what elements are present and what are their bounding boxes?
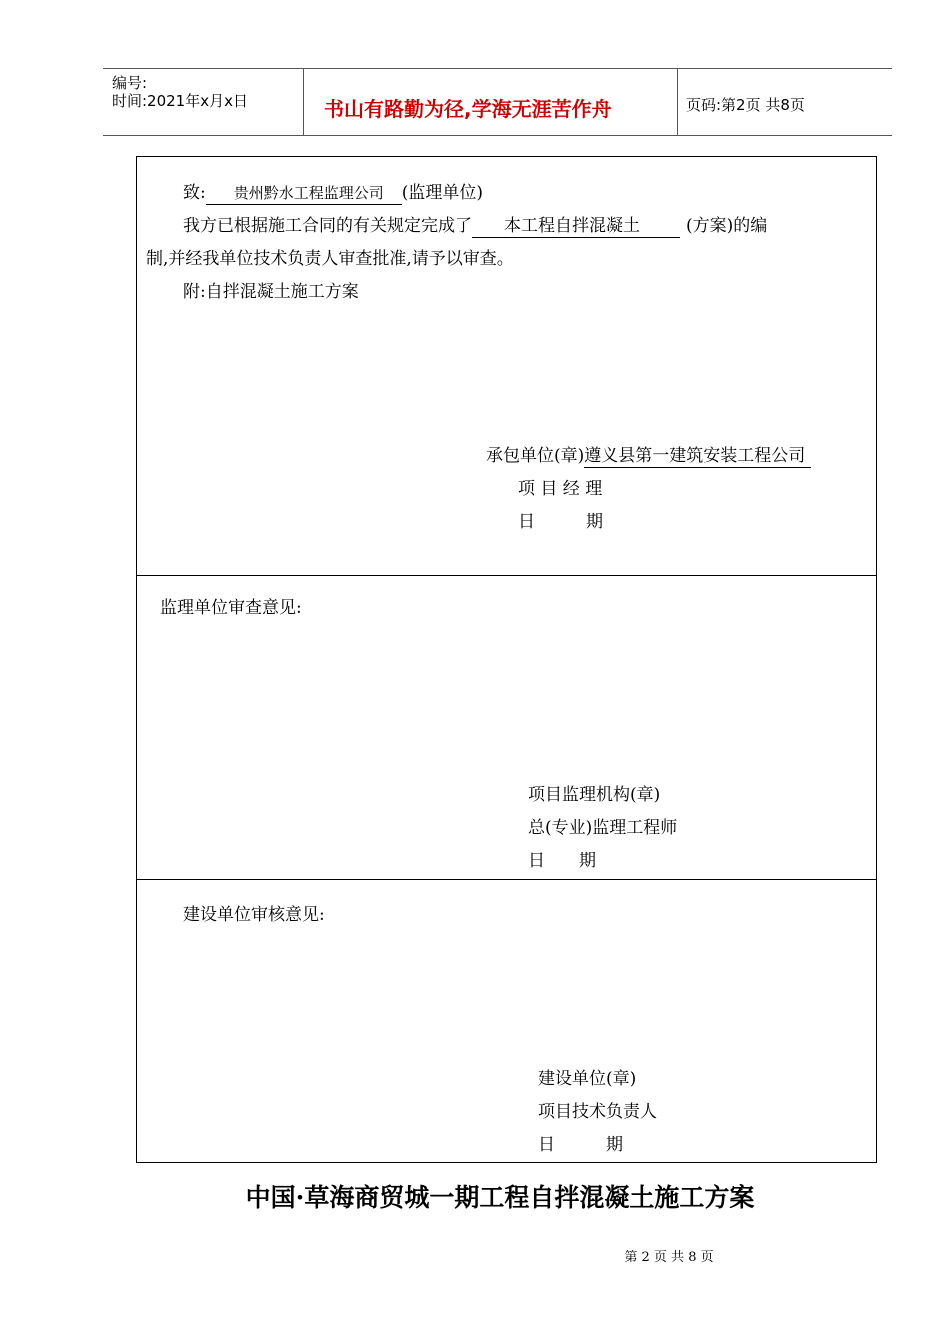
time-label: 时间:2021年x月x日 <box>112 92 248 110</box>
recipient-suffix: (监理单位) <box>401 183 484 203</box>
contractor-label: 承包单位(章) <box>486 446 585 466</box>
date-2: 日 期 <box>528 851 596 871</box>
body-prefix: 我方已根据施工合同的有关规定完成了 <box>183 216 472 236</box>
header-top-rule <box>103 68 892 69</box>
body-line-1 <box>183 215 767 238</box>
date-3: 日 期 <box>538 1135 623 1155</box>
owner-unit: 建设单位(章) <box>538 1069 637 1089</box>
recipient-company: 贵州黔水工程监理公司 <box>206 182 402 205</box>
header-divider <box>303 68 304 136</box>
chief-engineer: 总(专业)监理工程师 <box>528 818 678 838</box>
header-bottom-rule <box>103 135 892 136</box>
contractor-line <box>486 445 811 468</box>
page-info: 页码:第2页 共8页 <box>686 96 805 114</box>
section-divider <box>136 879 877 880</box>
page-footer: 第 2 页 共 8 页 <box>624 1250 714 1265</box>
body-line-2: 制,并经我单位技术负责人审查批准,请予以审查。 <box>146 249 514 269</box>
contractor-name: 遵义县第一建筑安装工程公司 <box>584 445 811 468</box>
attachment: 附:自拌混凝土施工方案 <box>183 282 359 302</box>
tech-lead: 项目技术负责人 <box>538 1102 657 1122</box>
project-manager: 项 目 经 理 <box>518 479 603 499</box>
supervision-opinion: 监理单位审查意见: <box>160 598 302 618</box>
approval-form <box>136 156 877 1163</box>
motto: 书山有路勤为径,学海无涯苦作舟 <box>324 97 612 121</box>
header-divider <box>677 68 678 136</box>
project-name: 本工程自拌混凝土 <box>472 215 680 238</box>
serial-label: 编号: <box>112 74 148 92</box>
body-suffix: (方案)的编 <box>686 216 768 236</box>
owner-opinion: 建设单位审核意见: <box>183 905 325 925</box>
date-1: 日 期 <box>518 512 603 532</box>
to-prefix: 致: <box>183 183 206 203</box>
recipient-line <box>183 182 483 205</box>
section-divider <box>136 575 877 576</box>
document-title: 中国·草海商贸城一期工程自拌混凝土施工方案 <box>245 1183 755 1212</box>
supervision-org: 项目监理机构(章) <box>528 785 661 805</box>
